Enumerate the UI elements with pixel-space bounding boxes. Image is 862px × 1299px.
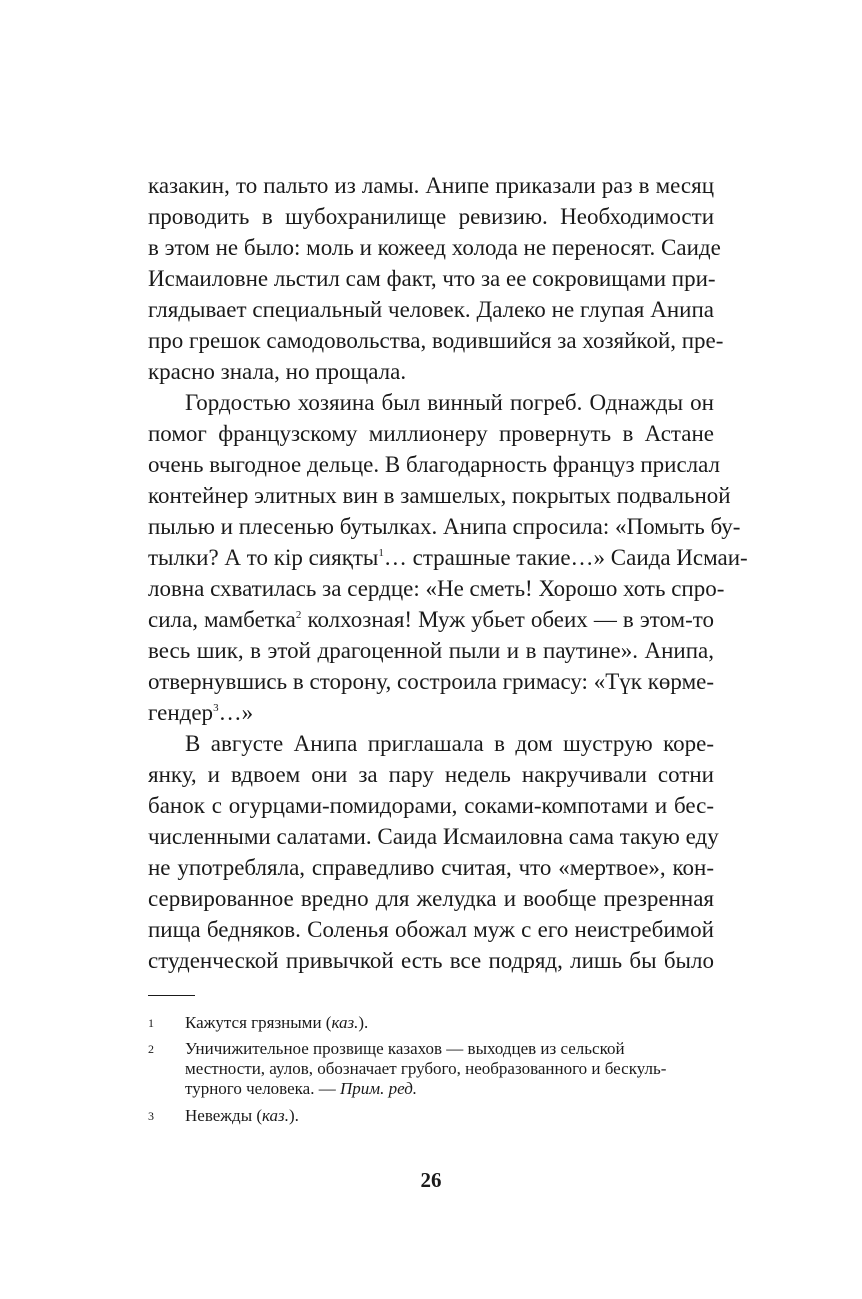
footnote-number: 1 <box>148 1016 154 1030</box>
footnote-separator <box>148 995 195 996</box>
body-line: численными салатами. Саида Исмаиловна сама такую еду <box>148 824 719 849</box>
body-line: про грешок самодовольства, водившийся за хозяйкой, пре- <box>148 328 724 353</box>
body-line: янку, и вдвоем они за пару недель накручивали сотни <box>148 762 714 787</box>
footnote-ref: 3 <box>213 702 219 714</box>
footnote-text <box>185 1013 368 1033</box>
body-line: глядывает специальный человек. Далеко не глупая Анипа <box>148 297 714 322</box>
body-line-with-footnote <box>148 605 714 635</box>
body-line: сервированное вредно для желудка и вообще презренная <box>148 886 714 911</box>
line-text: …» <box>218 700 254 725</box>
body-line: в этом не было: моль и кожеед холода не переносят. Саиде <box>148 235 721 260</box>
footnote-abbrev: каз. <box>262 1106 289 1125</box>
footnote-ref: 2 <box>295 609 302 621</box>
body-line: студенческой привычкой есть все подряд, лишь бы было <box>148 948 714 973</box>
body-line: помог французскому миллионеру провернуть в Астане <box>148 421 714 446</box>
line-text: колхозная! Муж убьет обеих — в этом-то <box>301 607 714 632</box>
footnote-text-part: ). <box>288 1106 299 1125</box>
body-line: пылью и плесенью бутылках. Анипа спросила: «Помыть бу- <box>148 514 741 539</box>
footnote-text-part: Кажутся грязными ( <box>185 1013 332 1032</box>
footnote-text-part: Уничижительное прозвище казахов — выходцев из сельской <box>185 1039 625 1058</box>
body-line: проводить в шубохранилище ревизию. Необходимости <box>148 204 714 229</box>
body-line: контейнер элитных вин в замшелых, покрытых подвальной <box>148 483 731 508</box>
footnote-number: 3 <box>148 1109 154 1123</box>
body-line: ловна схватилась за сердце: «Не сметь! Хорошо хоть спро- <box>148 576 725 601</box>
body-line: не употребляла, справедливо считая, что «мертвое», кон- <box>148 855 714 880</box>
body-line: очень выгодное дельце. В благодарность француз прислал <box>148 452 721 477</box>
body-line-with-footnote <box>148 698 714 728</box>
body-line: красно знала, но прощала. <box>148 359 407 384</box>
footnote-text-part: Невежды ( <box>185 1106 263 1125</box>
page-number: 26 <box>420 1168 442 1192</box>
body-line: отвернувшись в сторону, состроила гримасу: «Түк көрме- <box>148 669 714 694</box>
line-text: тылки? А то кір сияқты <box>148 545 379 570</box>
footnote-text-part: турного человека. — <box>185 1079 340 1098</box>
footnote-text <box>185 1059 666 1079</box>
footnote-text-part: местности, аулов, обозначает грубого, необразованного и бескуль- <box>185 1059 667 1078</box>
body-line: пища бедняков. Соленья обожал муж с его неистребимой <box>148 917 714 942</box>
footnote-number: 2 <box>148 1042 154 1056</box>
footnote-text <box>185 1079 417 1099</box>
footnote-ref: 1 <box>378 547 384 559</box>
body-line: Исмаиловне льстил сам факт, что за ее сокровищами при- <box>148 266 716 291</box>
body-line-with-footnote <box>148 543 748 573</box>
footnote-abbrev: Прим. ред. <box>339 1079 418 1098</box>
line-text: гендер <box>148 700 214 725</box>
footnote-text <box>185 1039 625 1059</box>
footnote-text <box>185 1106 299 1126</box>
footnote-text-part: ). <box>358 1013 369 1032</box>
body-line: казакин, то пальто из ламы. Анипе приказали раз в месяц <box>148 173 714 198</box>
paragraph-start-line: Гордостью хозяина был винный погреб. Однажды он <box>185 390 714 415</box>
line-text: … страшные такие…» Саида Исмаи- <box>383 545 748 570</box>
footnote-abbrev: каз. <box>331 1013 359 1032</box>
paragraph-start-line: В августе Анипа приглашала в дом шуструю коре- <box>185 731 714 756</box>
line-text: сила, мамбетка <box>148 607 296 632</box>
body-line: весь шик, в этой драгоценной пыли и в паутине». Анипа, <box>148 638 714 663</box>
body-line: банок с огурцами-помидорами, соками-компотами и бес- <box>148 793 714 818</box>
